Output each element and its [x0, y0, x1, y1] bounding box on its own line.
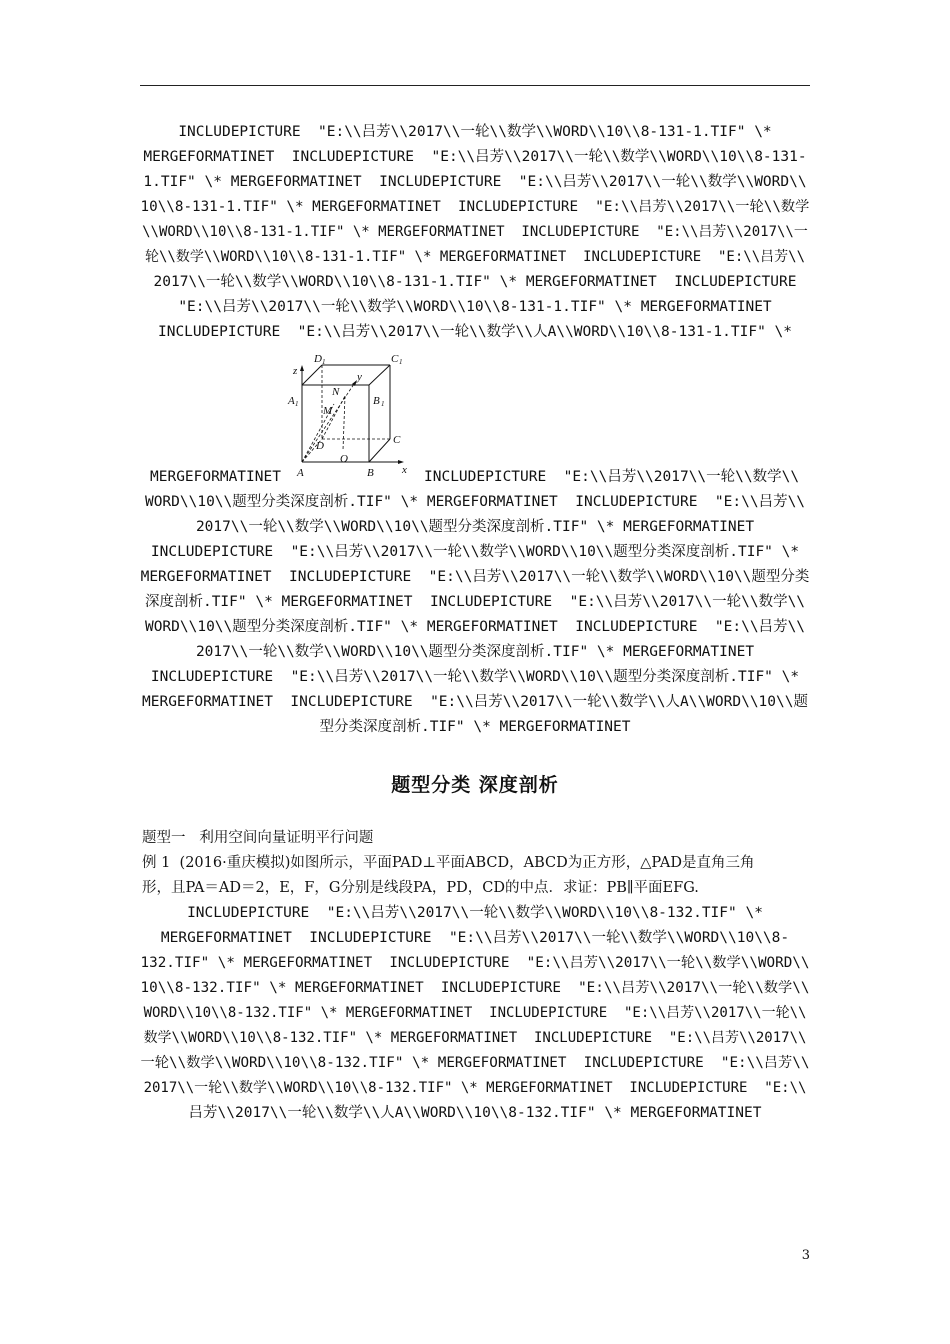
- field-line: INCLUDEPICTURE "E:\\吕芳\\2017\\一轮\\数学\\: [424, 469, 800, 485]
- label-D1-sub: 1: [322, 358, 326, 366]
- field-line: WORD\\10\\题型分类深度剖析.TIF" \* MERGEFORMATINET INCLUDEPICTURE "E:\\吕芳\\: [144, 494, 806, 510]
- field-line: WORD\\10\\题型分类深度剖析.TIF" \* MERGEFORMATINET INCLUDEPICTURE "E:\\吕芳\\: [144, 619, 806, 635]
- edge-BC: [369, 439, 390, 462]
- field-line: 10\\8-131-1.TIF" \* MERGEFORMATINET INCLUDEPICTURE "E:\\吕芳\\2017\\一轮\\数学: [140, 199, 810, 215]
- label-A: A: [297, 467, 304, 479]
- field-line: 1.TIF" \* MERGEFORMATINET INCLUDEPICTURE "E:\\吕芳\\2017\\一轮\\数学\\WORD\\: [143, 174, 807, 190]
- label-y: y: [357, 371, 362, 383]
- field-line: MERGEFORMATINET INCLUDEPICTURE "E:\\吕芳\\2017\\一轮\\数学\\WORD\\10\\8-131-: [143, 149, 807, 165]
- field-line: 一轮\\数学\\WORD\\10\\8-132.TIF" \* MERGEFORMATINET INCLUDEPICTURE "E:\\吕芳\\: [140, 1055, 810, 1071]
- label-B1-sub: 1: [381, 400, 385, 408]
- label-D1: D: [314, 353, 322, 365]
- label-C1-sub: 1: [399, 358, 403, 366]
- field-line: 2017\\一轮\\数学\\WORD\\10\\题型分类深度剖析.TIF" \* MERGEFORMATINET: [195, 519, 755, 535]
- field-line: INCLUDEPICTURE "E:\\吕芳\\2017\\一轮\\数学\\WORD\\10\\题型分类深度剖析.TIF" \*: [150, 669, 800, 685]
- field-line: 吕芳\\2017\\一轮\\数学\\人A\\WORD\\10\\8-132.TIF" \* MERGEFORMATINET: [188, 1105, 762, 1121]
- segment-NO: [343, 396, 345, 450]
- label-C1: C: [391, 353, 399, 365]
- label-x: x: [402, 464, 407, 476]
- header-rule: [140, 85, 810, 86]
- y-axis: [302, 384, 354, 462]
- field-line: 2017\\一轮\\数学\\WORD\\10\\8-132.TIF" \* MERGEFORMATINET INCLUDEPICTURE "E:\\: [143, 1080, 807, 1096]
- z-axis-arrow: [300, 365, 304, 371]
- example-line-2: 形，且PA＝AD＝2，E，F，G分别是线段PA，PD，CD的中点．求证：PB∥平面EFG.: [142, 880, 699, 896]
- label-A1: A: [288, 395, 295, 407]
- field-line: \\WORD\\10\\8-131-1.TIF" \* MERGEFORMATINET INCLUDEPICTURE "E:\\吕芳\\2017\\一: [142, 224, 808, 240]
- field-line: MERGEFORMATINET: [150, 469, 281, 485]
- label-O: O: [340, 453, 348, 465]
- field-line: INCLUDEPICTURE "E:\\吕芳\\2017\\一轮\\数学\\WORD\\10\\题型分类深度剖析.TIF" \*: [150, 544, 800, 560]
- label-D: D: [316, 440, 324, 452]
- label-B1: B: [373, 395, 380, 407]
- segment-DN: [322, 396, 345, 439]
- field-line: MERGEFORMATINET INCLUDEPICTURE "E:\\吕芳\\2017\\一轮\\数学\\人A\\WORD\\10\\题: [142, 694, 808, 710]
- field-line: "E:\\吕芳\\2017\\一轮\\数学\\WORD\\10\\8-131-1.TIF" \* MERGEFORMATINET: [178, 299, 772, 315]
- label-z: z: [293, 365, 298, 377]
- field-line: 深度剖析.TIF" \* MERGEFORMATINET INCLUDEPICTURE "E:\\吕芳\\2017\\一轮\\数学\\: [144, 594, 806, 610]
- section-heading: 题型分类 深度剖析: [391, 774, 559, 796]
- page-number: 3: [801, 1248, 810, 1263]
- label-B: B: [367, 467, 374, 479]
- field-line: INCLUDEPICTURE "E:\\吕芳\\2017\\一轮\\数学\\WORD\\10\\8-131-1.TIF" \*: [178, 124, 772, 140]
- label-N: N: [332, 386, 340, 398]
- edge-A1D1: [302, 365, 322, 385]
- label-M: M: [323, 405, 333, 417]
- example-line-1: 例 1 (2016·重庆模拟)如图所示，平面PAD⊥平面ABCD，ABCD为正方形，△PAD是直角三角: [142, 855, 755, 871]
- cube-figure: [282, 352, 412, 480]
- edge-B1C1: [369, 365, 390, 385]
- topic-title: 题型一 利用空间向量证明平行问题: [142, 830, 374, 846]
- label-C: C: [393, 434, 401, 446]
- field-line: 型分类深度剖析.TIF" \* MERGEFORMATINET: [319, 719, 631, 735]
- field-line: 数学\\WORD\\10\\8-132.TIF" \* MERGEFORMATINET INCLUDEPICTURE "E:\\吕芳\\2017\\: [143, 1030, 807, 1046]
- field-line: MERGEFORMATINET INCLUDEPICTURE "E:\\吕芳\\2017\\一轮\\数学\\WORD\\10\\8-: [160, 930, 790, 946]
- label-A1-sub: 1: [295, 400, 299, 408]
- field-line: WORD\\10\\8-132.TIF" \* MERGEFORMATINET INCLUDEPICTURE "E:\\吕芳\\2017\\一轮\\: [143, 1005, 807, 1021]
- field-line: 轮\\数学\\WORD\\10\\8-131-1.TIF" \* MERGEFORMATINET INCLUDEPICTURE "E:\\吕芳\\: [144, 249, 805, 265]
- field-line: MERGEFORMATINET INCLUDEPICTURE "E:\\吕芳\\2017\\一轮\\数学\\WORD\\10\\题型分类: [140, 569, 810, 585]
- field-line: 2017\\一轮\\数学\\WORD\\10\\8-131-1.TIF" \* MERGEFORMATINET INCLUDEPICTURE: [153, 274, 797, 290]
- field-line: INCLUDEPICTURE "E:\\吕芳\\2017\\一轮\\数学\\WORD\\10\\8-132.TIF" \*: [187, 905, 763, 921]
- field-line: 10\\8-132.TIF" \* MERGEFORMATINET INCLUDEPICTURE "E:\\吕芳\\2017\\一轮\\数学\\: [140, 980, 810, 996]
- field-line: 2017\\一轮\\数学\\WORD\\10\\题型分类深度剖析.TIF" \* MERGEFORMATINET: [195, 644, 755, 660]
- field-line: INCLUDEPICTURE "E:\\吕芳\\2017\\一轮\\数学\\人A\\WORD\\10\\8-131-1.TIF" \*: [157, 324, 792, 340]
- field-line: 132.TIF" \* MERGEFORMATINET INCLUDEPICTURE "E:\\吕芳\\2017\\一轮\\数学\\WORD\\: [140, 955, 810, 971]
